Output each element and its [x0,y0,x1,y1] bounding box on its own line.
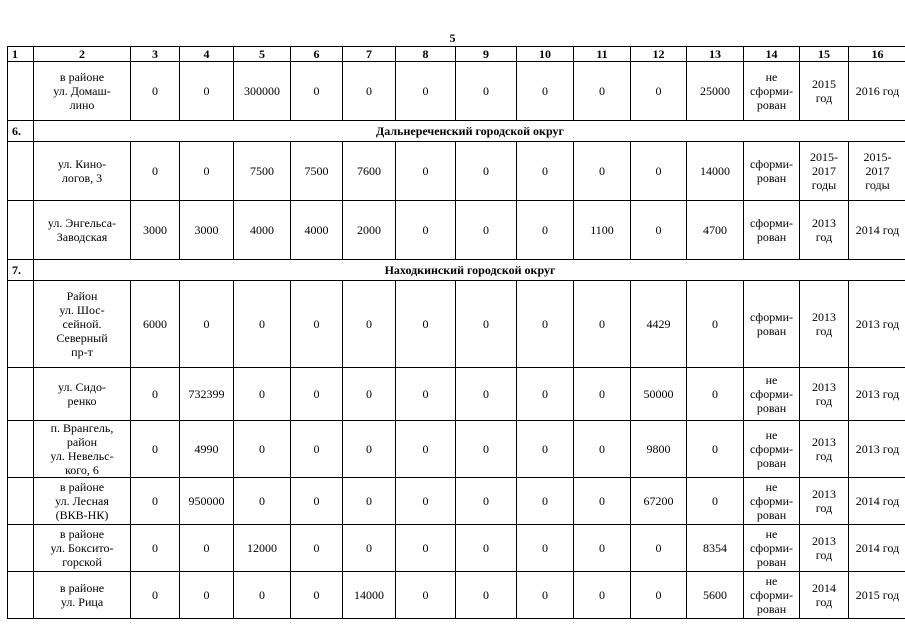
table-cell: 0 [574,62,631,121]
table-cell: 4000 [234,201,291,260]
header-cell: 2 [34,47,131,62]
table-row [8,368,905,421]
table-cell: 50000 [631,368,687,421]
table-cell: 0 [574,368,631,421]
table-cell: 1100 [574,201,631,260]
table-cell: 0 [517,201,574,260]
table-cell: 2000 [343,201,396,260]
table-cell: 0 [180,281,234,368]
table-cell: 0 [456,281,517,368]
header-cell: 12 [631,47,687,62]
section-row [8,260,905,281]
location-cell: ул. Энгельса- Заводская [34,201,131,260]
table-cell: не сформи- рован [744,525,800,572]
table-cell: 0 [180,62,234,121]
table-cell: 6000 [131,281,180,368]
table-cell: 2015- 2017 годы [849,142,905,201]
table-row [8,525,905,572]
header-cell: 13 [687,47,744,62]
table-cell: 0 [131,368,180,421]
table-cell: 0 [343,525,396,572]
table-cell: 0 [131,478,180,525]
table-cell: 0 [396,421,456,478]
section-title: Находкинский городской округ [34,260,905,281]
location-cell: в районе ул. Рица [34,572,131,619]
table-cell: 0 [517,368,574,421]
table-row [8,421,905,478]
table-cell: 0 [396,572,456,619]
table-cell: 12000 [234,525,291,572]
table-cell: 0 [291,368,343,421]
table-cell [8,368,34,421]
header-row [8,47,905,62]
table-cell: 0 [343,478,396,525]
table-cell: 7600 [343,142,396,201]
table-cell: 0 [456,368,517,421]
header-cell: 9 [456,47,517,62]
table-cell: 0 [631,572,687,619]
table-cell: не сформи- рован [744,572,800,619]
table-cell: 4990 [180,421,234,478]
table-cell: 0 [574,478,631,525]
table-cell: 67200 [631,478,687,525]
table-cell: 0 [687,281,744,368]
table-row [8,201,905,260]
table-cell: 7500 [291,142,343,201]
table-cell: 5600 [687,572,744,619]
table-cell: 0 [396,478,456,525]
table-cell: 2014 год [849,201,905,260]
table-cell: 0 [631,201,687,260]
header-cell: 8 [396,47,456,62]
table-cell: 4700 [687,201,744,260]
table-cell: 0 [574,142,631,201]
data-table [7,46,905,619]
table-cell: 2013 год [849,368,905,421]
location-cell: Район ул. Шос- сейной. Северный пр-т [34,281,131,368]
table-cell: 0 [180,142,234,201]
table-row [8,142,905,201]
header-cell: 15 [800,47,849,62]
section-number: 7. [8,260,34,281]
table-cell: 0 [234,368,291,421]
table-cell: 2015- 2017 годы [800,142,849,201]
table-cell: 4000 [291,201,343,260]
table-cell: 2015 год [849,572,905,619]
table-cell: 0 [343,281,396,368]
header-cell: 10 [517,47,574,62]
table-cell: не сформи- рован [744,368,800,421]
table-cell: 300000 [234,62,291,121]
table-cell: 0 [517,421,574,478]
location-cell: ул. Сидо- ренко [34,368,131,421]
table-cell: 0 [396,525,456,572]
table-cell: 0 [291,62,343,121]
table-cell: 2015 год [800,62,849,121]
section-number: 6. [8,121,34,142]
table-cell: 0 [456,142,517,201]
table-cell: 8354 [687,525,744,572]
table-cell: 0 [456,201,517,260]
table-cell: 0 [574,525,631,572]
header-cell: 11 [574,47,631,62]
header-cell: 7 [343,47,396,62]
table-cell: 2013 год [800,478,849,525]
header-cell: 4 [180,47,234,62]
table-cell [8,62,34,121]
table-cell: 14000 [343,572,396,619]
table-cell: 0 [456,478,517,525]
table-cell: 0 [574,281,631,368]
table-cell: 0 [396,201,456,260]
table-cell: 0 [343,368,396,421]
table-cell: 0 [517,525,574,572]
table-cell: 2014 год [800,572,849,619]
header-cell: 14 [744,47,800,62]
table-cell: 2013 год [849,281,905,368]
table-cell [8,421,34,478]
header-cell: 6 [291,47,343,62]
header-cell: 3 [131,47,180,62]
table-cell: 0 [687,421,744,478]
table-cell: 0 [574,421,631,478]
table-cell: 0 [291,572,343,619]
table-cell: 2013 год [800,525,849,572]
table-cell: 0 [517,281,574,368]
table-cell: 3000 [131,201,180,260]
table-cell: 0 [131,142,180,201]
table-cell [8,142,34,201]
table-cell: не сформи- рован [744,421,800,478]
table-cell: 2013 год [800,281,849,368]
page-number: 5 [449,31,456,45]
location-cell: п. Врангель, район ул. Невельс- кого, 6 [34,421,131,478]
table-cell: 0 [687,478,744,525]
table-cell [8,525,34,572]
table-cell: 2013 год [800,368,849,421]
table-row [8,478,905,525]
table-cell: 0 [291,525,343,572]
location-cell: в районе ул. Домаш- лино [34,62,131,121]
table-cell: 0 [234,478,291,525]
table-cell [8,572,34,619]
table-cell: 0 [631,142,687,201]
table-cell: не сформи- рован [744,478,800,525]
table-cell: 0 [456,421,517,478]
header-cell: 16 [849,47,905,62]
table-cell: 0 [456,62,517,121]
table-cell: 2014 год [849,478,905,525]
table-cell: 0 [517,142,574,201]
table-cell: 0 [343,421,396,478]
table-cell: 2013 год [849,421,905,478]
table-cell: 0 [131,525,180,572]
table-cell [8,281,34,368]
table-cell: 0 [396,368,456,421]
table-cell: 7500 [234,142,291,201]
table-cell: 3000 [180,201,234,260]
table-cell: 0 [291,478,343,525]
table-cell: 0 [687,368,744,421]
table-cell: 0 [131,572,180,619]
table-cell: 0 [517,478,574,525]
header-cell: 1 [8,47,34,62]
table-cell: 0 [396,62,456,121]
table-cell: 0 [396,281,456,368]
table-cell: 0 [631,62,687,121]
section-title: Дальнереченский городской округ [34,121,905,142]
table-row [8,572,905,619]
location-cell: ул. Кино- логов, 3 [34,142,131,201]
table-body [8,47,905,619]
table-cell: 0 [456,525,517,572]
table-row [8,62,905,121]
table-cell: 0 [456,572,517,619]
table-cell: 0 [131,421,180,478]
table-cell: 2013 год [800,421,849,478]
location-cell: в районе ул. Лесная (ВКВ-НК) [34,478,131,525]
table-cell: 4429 [631,281,687,368]
location-cell: в районе ул. Бокcито- горской [34,525,131,572]
table-cell: сформи- рован [744,281,800,368]
table-cell: 0 [291,421,343,478]
table-cell: 0 [234,281,291,368]
table-cell: 14000 [687,142,744,201]
table-cell: 2016 год [849,62,905,121]
table-cell: 0 [631,525,687,572]
table-cell [8,478,34,525]
table-cell: 0 [131,62,180,121]
table-cell: 0 [343,62,396,121]
table-row [8,281,905,368]
table-cell: 0 [517,572,574,619]
table-cell: сформи- рован [744,201,800,260]
table-cell: 0 [234,421,291,478]
table-cell: 0 [291,281,343,368]
table-cell: 0 [180,572,234,619]
table-cell: 2013 год [800,201,849,260]
table-cell: 0 [180,525,234,572]
table-cell: 950000 [180,478,234,525]
section-row [8,121,905,142]
table-cell: сформи- рован [744,142,800,201]
table-cell: 0 [517,62,574,121]
table-cell: 732399 [180,368,234,421]
table-cell [8,201,34,260]
table-cell: 9800 [631,421,687,478]
table-cell: 0 [396,142,456,201]
table-cell: 2014 год [849,525,905,572]
table-cell: 25000 [687,62,744,121]
table-cell: 0 [574,572,631,619]
header-cell: 5 [234,47,291,62]
table-cell: не сформи- рован [744,62,800,121]
table-cell: 0 [234,572,291,619]
